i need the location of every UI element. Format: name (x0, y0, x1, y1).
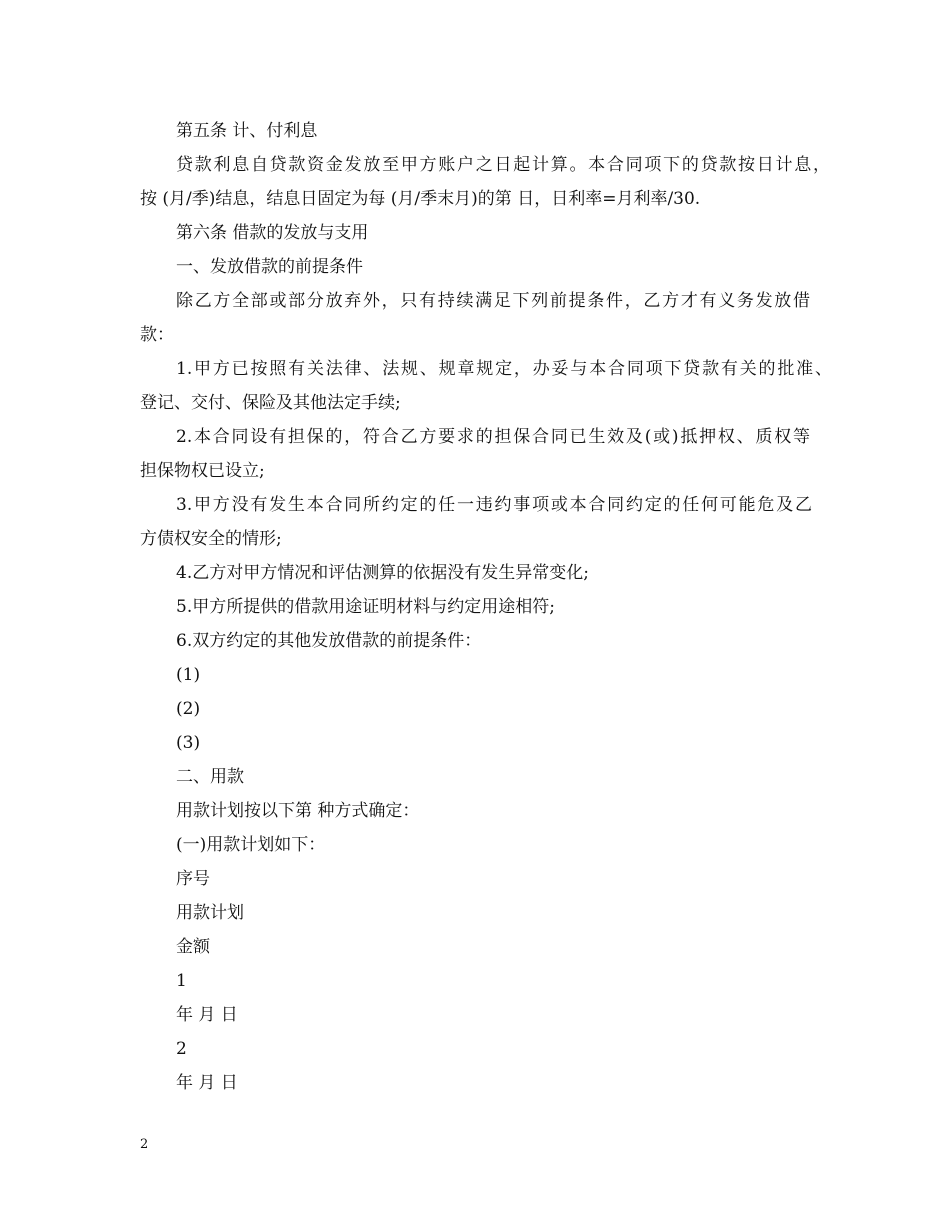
paragraph-line: 方债权安全的情形; (140, 529, 282, 549)
paragraph-line: 3.甲方没有发生本合同所约定的任一违约事项或本合同约定的任何可能危及乙 (176, 495, 812, 515)
paragraph-line: 贷款利息自贷款资金发放至甲方账户之日起计算。本合同项下的贷款按日计息， (176, 155, 830, 175)
list-item: 5.甲方所提供的借款用途证明材料与约定用途相符; (176, 597, 555, 617)
paragraph-line: 2.本合同设有担保的，符合乙方要求的担保合同已生效及(或)抵押权、质权等 (176, 427, 810, 447)
paragraph-line: 1.甲方已按照有关法律、法规、规章规定，办妥与本合同项下贷款有关的批准、 (176, 359, 832, 379)
list-item: (3) (176, 733, 201, 753)
page-number: 2 (140, 1137, 149, 1152)
article-6-heading: 第六条 借款的发放与支用 (176, 223, 369, 243)
paragraph-line: 款： (140, 325, 174, 345)
table-text: 年 月 日 (176, 1005, 238, 1025)
table-text: 金额 (176, 937, 210, 957)
paragraph-line: 按 (月/季)结息，结息日固定为每 (月/季末月)的第 日，日利率=月利率/30. (140, 189, 701, 209)
paragraph-line: (一)用款计划如下： (176, 835, 326, 855)
paragraph-line: 用款计划按以下第 种方式确定： (176, 801, 420, 821)
list-item: (1) (176, 665, 201, 685)
section-heading: 一、发放借款的前提条件 (176, 257, 363, 277)
table-text: 1 (176, 971, 187, 991)
paragraph-line: 除乙方全部或部分放弃外，只有持续满足下列前提条件，乙方才有义务发放借 (176, 291, 810, 311)
table-text: 2 (176, 1039, 187, 1059)
list-item: 4.乙方对甲方情况和评估测算的依据没有发生异常变化; (176, 563, 589, 583)
section-heading: 二、用款 (176, 767, 244, 787)
list-item: (2) (176, 699, 201, 719)
article-5-heading: 第五条 计、付利息 (176, 121, 318, 141)
paragraph-line: 担保物权已设立; (140, 461, 265, 481)
table-text: 年 月 日 (176, 1073, 238, 1093)
table-text: 用款计划 (176, 903, 244, 923)
list-item: 6.双方约定的其他发放借款的前提条件： (176, 631, 482, 651)
table-text: 序号 (176, 869, 210, 889)
paragraph-line: 登记、交付、保险及其他法定手续; (140, 393, 401, 413)
